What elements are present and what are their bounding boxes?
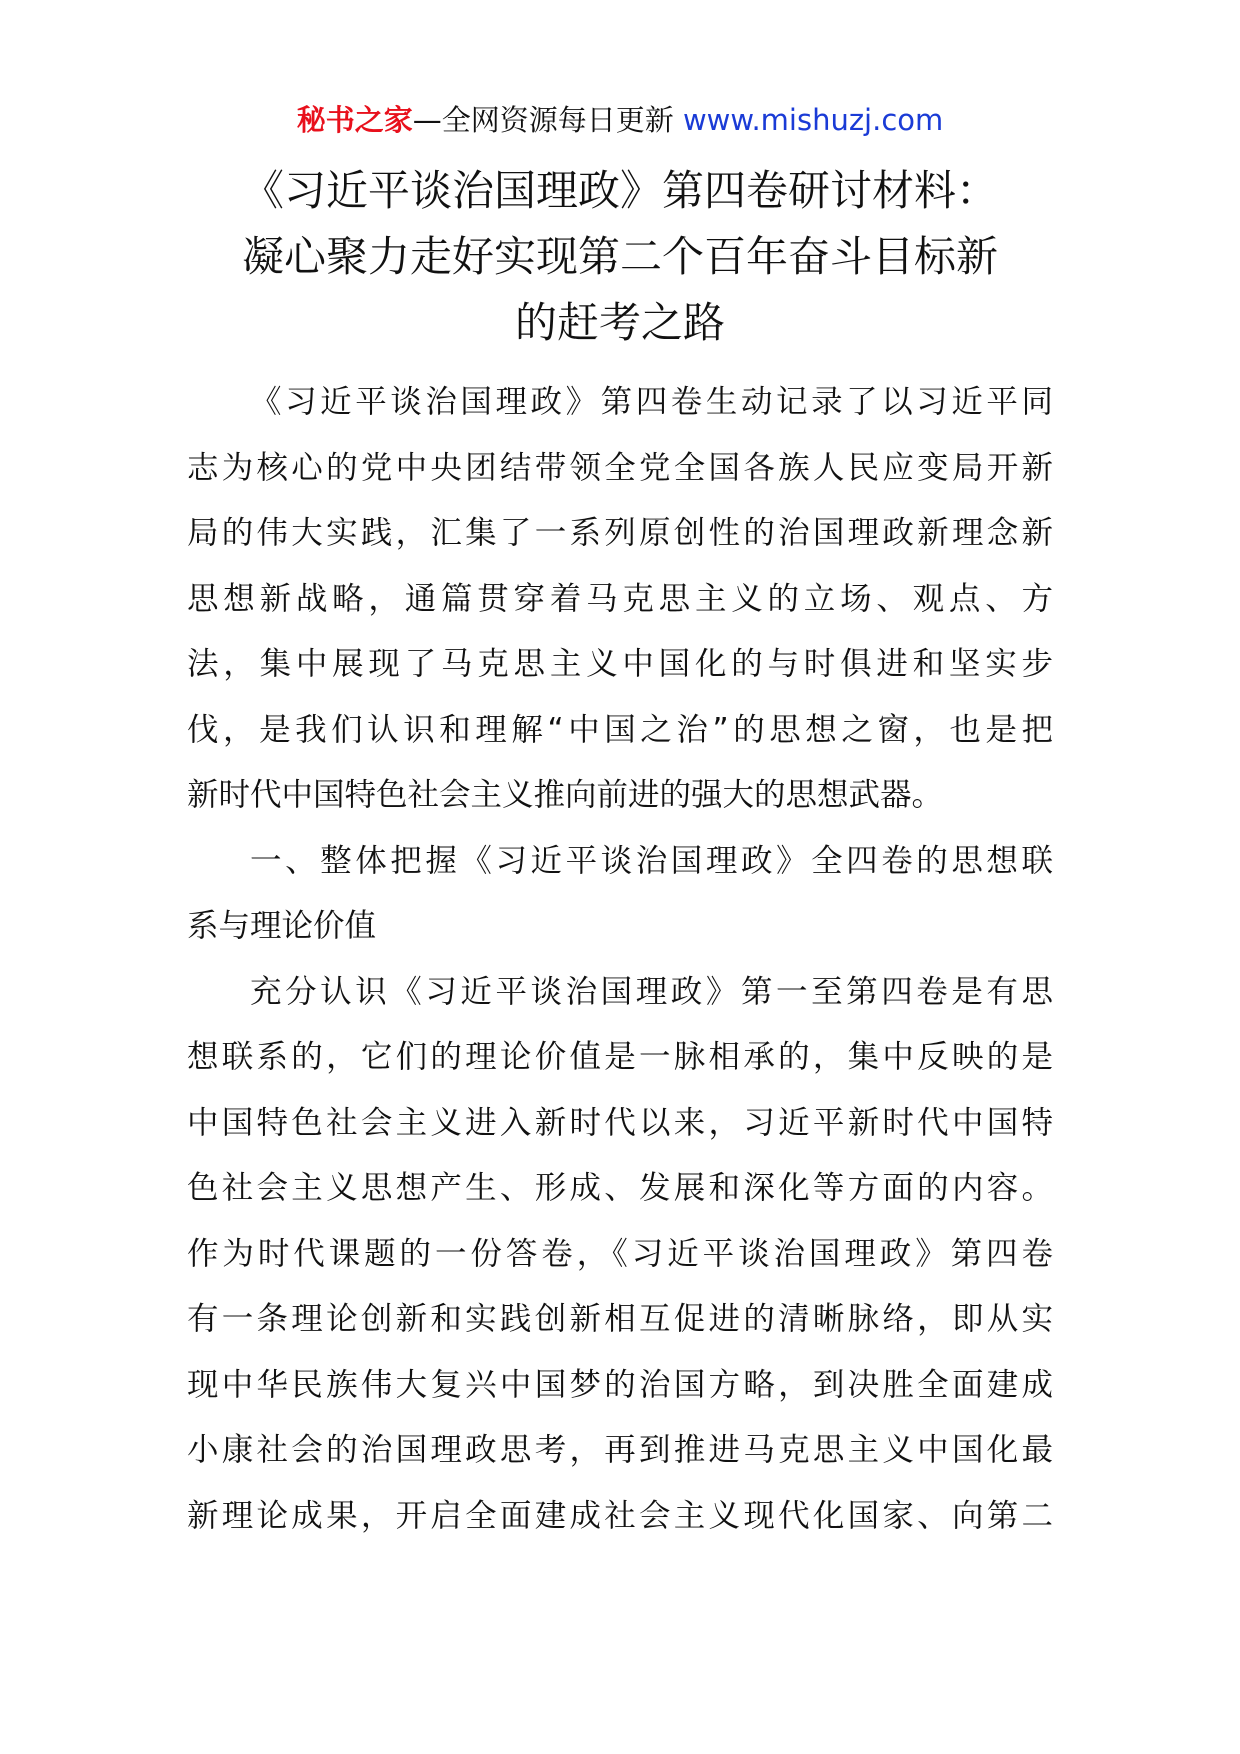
title-line: 凝心聚力走好实现第二个百年奋斗目标新 (241, 232, 998, 281)
body-line: 色社会主义思想产生、形成、发展和深化等方面的内容。 (187, 1170, 1053, 1206)
section-heading-line: 系与理论价值 (187, 908, 377, 944)
site-url-link[interactable]: www.mishuzj.com (682, 103, 944, 137)
body-line: 法，集中展现了马克思主义中国化的与时俱进和坚实步 (187, 646, 1053, 682)
body-line: 《习近平谈治国理政》第四卷生动记录了以习近平同 (250, 384, 1053, 420)
body-line: 志为核心的党中央团结带领全党全国各族人民应变局开新 (187, 449, 1053, 486)
body-line: 现中华民族伟大复兴中国梦的治国方略，到决胜全面建成 (187, 1366, 1053, 1403)
body-line: 充分认识《习近平谈治国理政》第一至第四卷是有思 (250, 973, 1053, 1010)
body-line: 新理论成果，开启全面建成社会主义现代化国家、向第二 (187, 1497, 1053, 1534)
section-heading-line: 一、整体把握《习近平谈治国理政》全四卷的思想联 (250, 842, 1053, 879)
body-line: 新时代中国特色社会主义推向前进的强大的思想武器。 (187, 777, 944, 813)
body-line: 中国特色社会主义进入新时代以来，习近平新时代中国特 (187, 1104, 1053, 1141)
body-line: 有一条理论创新和实践创新相互促进的清晰脉络，即从实 (187, 1301, 1053, 1337)
body-line: 思想新战略，通篇贯穿着马克思主义的立场、观点、方 (187, 580, 1053, 617)
document-body (187, 370, 1053, 1549)
body-line: 伐，是我们认识和理解“中国之治”的思想之窗，也是把 (187, 711, 1053, 748)
body-line: 小康社会的治国理政思考，再到推进马克思主义中国化最 (187, 1432, 1053, 1468)
site-brand: 秘书之家 (296, 103, 413, 137)
body-line: 想联系的，它们的理论价值是一脉相承的，集中反映的是 (187, 1039, 1053, 1075)
title-line: 《习近平谈治国理政》第四卷研讨材料： (241, 166, 998, 215)
body-line: 作为时代课题的一份答卷，《习近平谈治国理政》第四卷 (187, 1235, 1053, 1272)
site-tagline: —全网资源每日更新 (412, 103, 683, 137)
site-header (0, 100, 1240, 140)
document-title (170, 158, 1070, 356)
body-line: 局的伟大实践，汇集了一系列原创性的治国理政新理念新 (187, 515, 1053, 551)
title-line: 的赶考之路 (514, 298, 725, 347)
